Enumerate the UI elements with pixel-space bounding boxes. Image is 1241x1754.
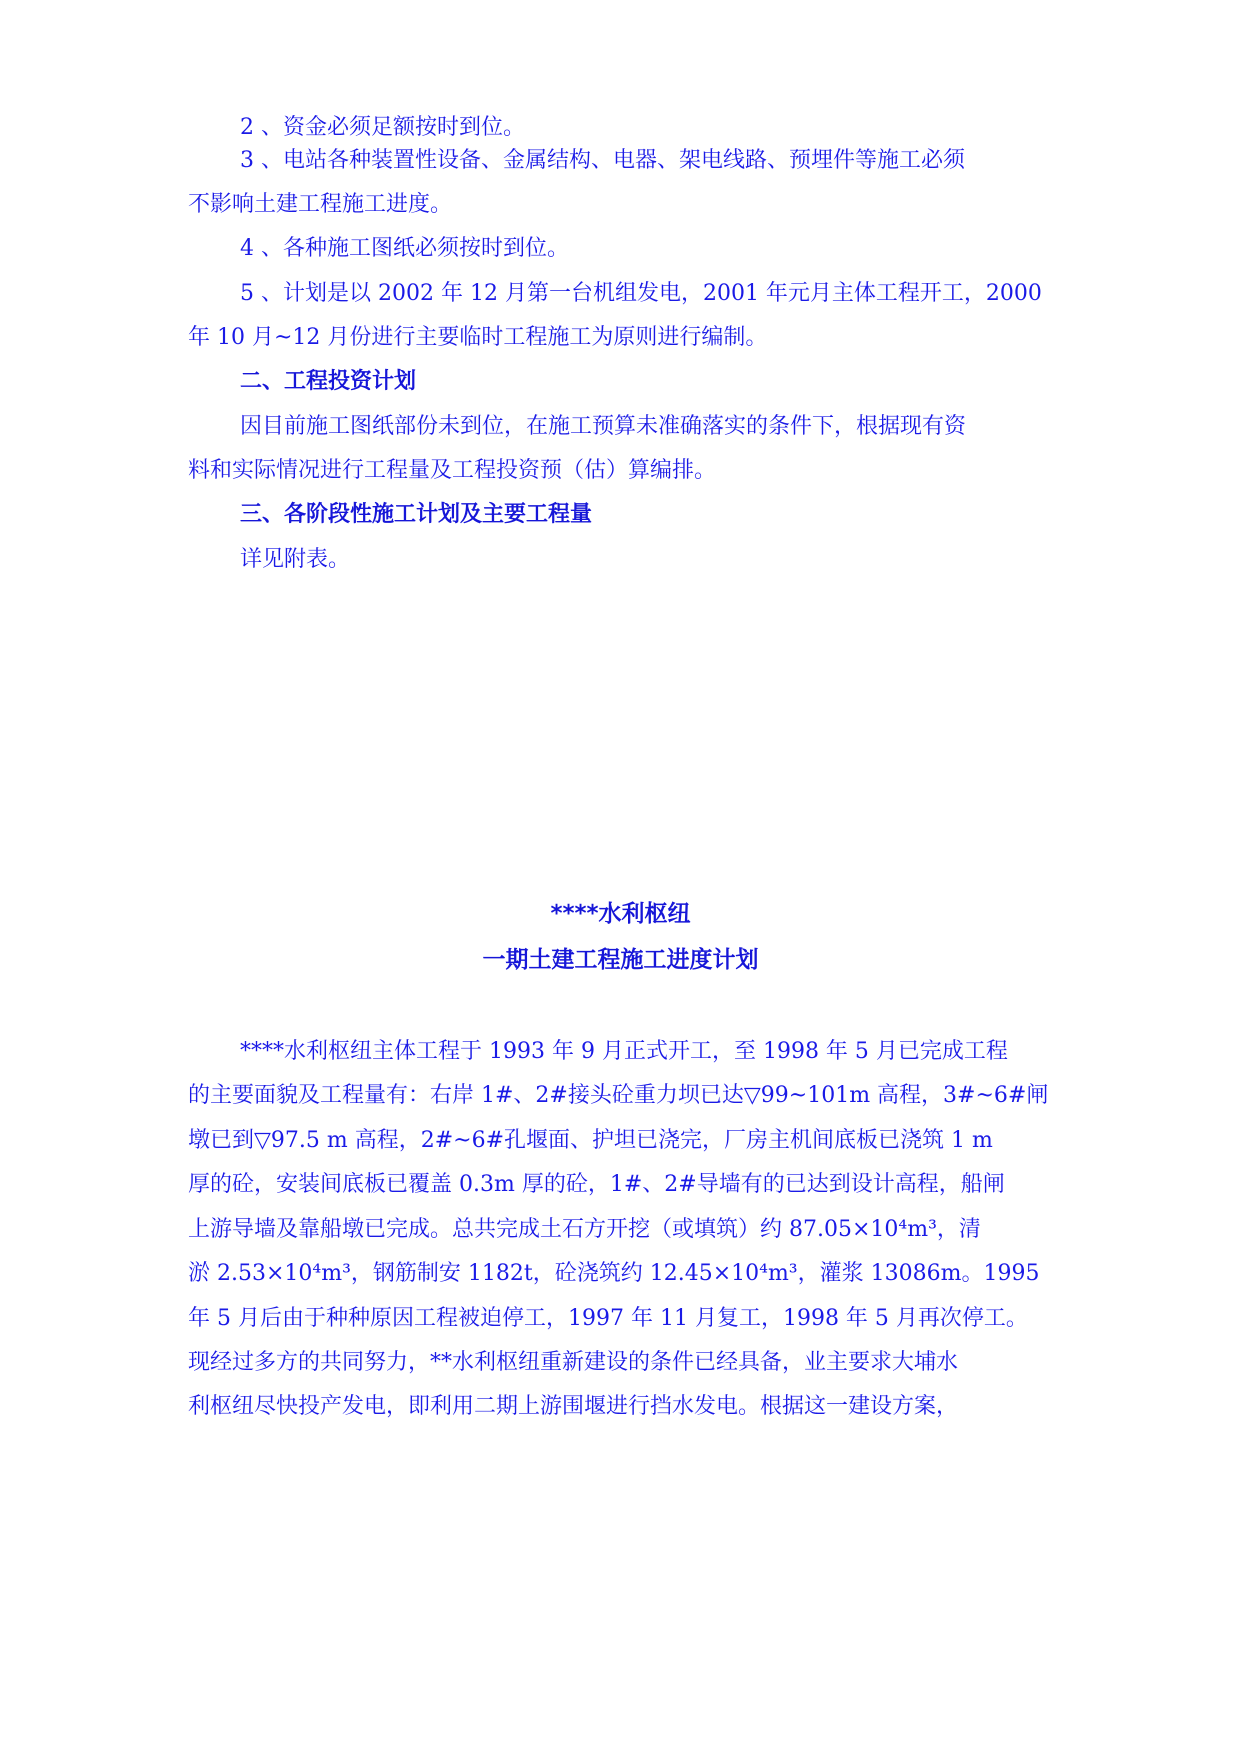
body-line-7: 年 5 月后由于种种原因工程被迫停工，1997 年 11 月复工，1998 年 5 月再次停工。 [188,1306,1028,1331]
list-item-4: 4 、各种施工图纸必须按时到位。 [240,236,569,261]
schedule-paragraph: 详见附表。 [240,547,351,572]
section-heading-investment: 二、工程投资计划 [240,369,417,394]
body-line-1: ****水利枢纽主体工程于 1993 年 9 月正式开工，至 1998 年 5 月已完成工程 [240,1039,1008,1064]
list-item-3-line2: 不影响土建工程施工进度。 [188,192,453,217]
body-line-2: 的主要面貌及工程量有：右岸 1#、2#接头砼重力坝已达▽99~101m 高程，3#~6#闸 [188,1083,1049,1108]
body-line-3: 墩已到▽97.5 m 高程，2#~6#孔堰面、护坦已浇完，厂房主机间底板已浇筑 1 m [188,1128,993,1153]
body-line-6: 淤 2.53×10⁴m³，钢筋制安 1182t，砼浇筑约 12.45×10⁴m³，灌浆 13086m。1995 [188,1261,1040,1286]
section-heading-schedule: 三、各阶段性施工计划及主要工程量 [240,502,593,527]
list-item-5-line2: 年 10 月~12 月份进行主要临时工程施工为原则进行编制。 [188,325,768,350]
investment-paragraph-line2: 料和实际情况进行工程量及工程投资预（估）算编排。 [188,458,717,483]
list-item-2: 2 、资金必须足额按时到位。 [240,115,525,140]
body-line-5: 上游导墙及靠船墩已完成。总共完成土石方开挖（或填筑）约 87.05×10⁴m³，清 [188,1217,981,1242]
body-line-8: 现经过多方的共同努力，**水利枢纽重新建设的条件已经具备，业主要求大埔水 [188,1350,959,1375]
document-subtitle: 一期土建工程施工进度计划 [482,947,759,973]
list-item-3-line1: 3 、电站各种装置性设备、金属结构、电器、架电线路、预埋件等施工必须 [240,148,965,173]
document-title: ****水利枢纽 [550,901,691,927]
body-line-4: 厚的砼，安装间底板已覆盖 0.3m 厚的砼，1#、2#导墙有的已达到设计高程，船闸 [188,1172,1005,1197]
body-line-9: 利枢纽尽快投产发电，即利用二期上游围堰进行挡水发电。根据这一建设方案， [188,1394,959,1419]
list-item-5-line1: 5 、计划是以 2002 年 12 月第一台机组发电，2001 年元月主体工程开工，2000 [240,281,1042,306]
investment-paragraph-line1: 因目前施工图纸部份未到位，在施工预算未准确落实的条件下，根据现有资 [240,414,967,439]
